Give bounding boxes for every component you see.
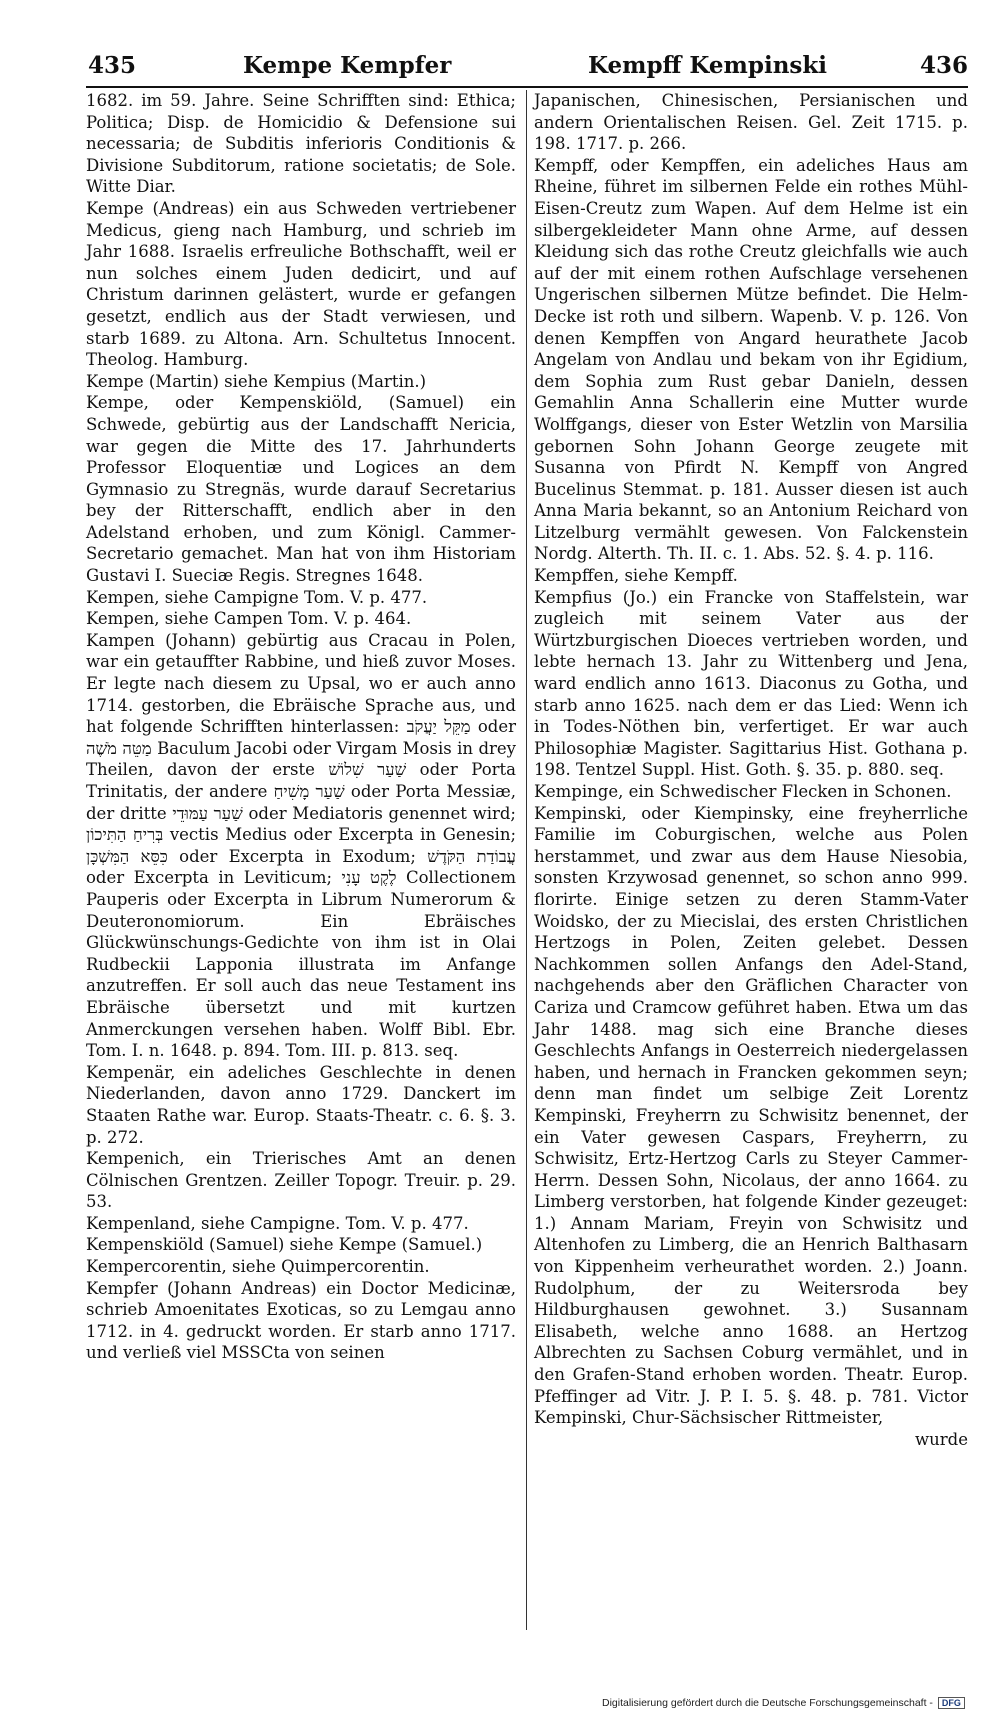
entry-kempinski: Kempinski, oder Kiempinsky, eine freyherrliche Familie im Coburgischen, welche aus Polen herstammet, und zwar aus dem Hause Niesobia, sonsten Krzywosad genennet, so schon anno 999. florirte. Einige setzen zu deren Stamm-Vater Woidsko, der zu Miecislai, des ersten Christlichen Hertzogs in Polen, Zeiten gelebet. Dessen Nachkommen sollen Anfangs den Adel-Stand, nachgehends aber den Gräflichen Character von Cariza und Cramcow geführet haben. Etwa um das Jahr 1488. mag sich eine Branche dieses Geschlechts Anfangs in Oesterreich niedergelassen haben, und hernach in Francken gekommen seyn; denn man findet um selbige Zeit Lorentz Kempinski, Freyherrn zu Schwisitz benennet, der ein Vater gewesen Caspars, Freyherrn, zu Schwisitz, Ertz-Hertzog Carls zu Steyer Cammer-Herrn. Dessen Sohn, Nicolaus, der anno 1664. zu Limberg verstorben, hat folgende Kinder gezeuget: 1.) Annam Mariam, Freyin von Schwisitz und Altenhofen zu Limberg, die an Henrich Balthasarn von Kippenheim verheurathet worden. 2.) Joann. Rudolphum, der zu Weitersroda bey Hildburghausen gewohnet. 3.) Susannam Elisabeth, welche anno 1688. an Hertzog Albrechten zu Sachsen Coburg vermählet, und in den Grafen-Stand erhoben worden. Theatr. Europ. Pfeffinger ad Vitr. J. P. I. 5. §. 48. p. 781. Victor Kempinski, Chur-Sächsischer Rittmeister, [534,803,968,1428]
entry-kempe-samuel: Kempe, oder Kempenskiöld, (Samuel) ein Schwede, gebürtig aus der Landschafft Nericia, war gegen die Mitte des 17. Jahrhunderts Professor Eloquentiæ und Logices an dem Gymnasio zu Stregnäs, wurde darauf Secretarius bey der Ritterschafft, endlich aber in den Adelstand erhoben, und zum Königl. Cammer-Secretario gemachet. Man hat von ihm Historiam Gustavi I. Sueciæ Regis. Stregnes 1648. [86,393,516,586]
running-header [88,52,968,82]
dfg-logo: DFG [938,1697,965,1709]
credit-text: Digitalisierung gefördert durch die Deutsche Forschungsgemeinschaft - [602,1697,933,1709]
entry-kempenaer: Kempenär, ein adeliches Geschlechte in denen Niederlanden, davon anno 1729. Danckert im Staaten Rathe war. Europ. Staats-Theatr. c. 6. §. 3. p. 272. [86,1062,516,1147]
entry-kempenland: Kempenland, siehe Campigne. Tom. V. p. 477. [86,1213,469,1233]
left-column [86,90,516,1364]
entry-kempfer: Kempfer (Johann Andreas) ein Doctor Medicinæ, schrieb Amoenitates Exoticas, so zu Lemgau anno 1712. in 4. gedruckt worden. Er starb anno 1717. und verließ viel MSSCta von seinen [86,1278,516,1363]
entry-kempfius: Kempfius (Jo.) ein Francke von Staffelstein, war zugleich mit seinem Vater aus der Würtzburgischen Dioeces vertrieben worden, und lebte hernach 13. Jahr zu Wittenberg und Jena, ward endlich anno 1613. Diaconus zu Gotha, und starb anno 1625. nach dem er das Lied: Wenn ich in Todes-Nöthen bin, verfertiget. Er war auch Philosophiæ Magister. Sagittarius Hist. Gothana p. 198. Tentzel Suppl. Hist. Goth. §. 35. p. 880. seq. [534,587,968,780]
entry-kempenich: Kempenich, ein Trierisches Amt an denen Cölnischen Grentzen. Zeiller Topogr. Treuir. p. 29. 53. [86,1149,516,1212]
column-divider [526,90,527,1630]
head-word-right: Kempff Kempinski [588,52,828,79]
page-number-left: 435 [88,52,137,79]
page-number-right: 436 [919,52,968,79]
entry-kempen-campigne: Kempen, siehe Campigne Tom. V. p. 477. [86,587,428,607]
header-rule [86,86,968,88]
head-word-left: Kempe Kempfer [243,52,452,79]
entry-kempe-martin: Kempe (Martin) siehe Kempius (Martin.) [86,371,427,391]
entry-kempenskioeld: Kempenskiöld (Samuel) siehe Kempe (Samuel.) [86,1235,483,1255]
entry-kempff: Kempff, oder Kempffen, ein adeliches Haus am Rheine, führet im silbernen Felde ein rothes Mühl-Eisen-Creutz zum Wapen. Auf dem Helme ist ein silbergekleideter Mann ohne Arme, auf dessen Kleidung sich das rothe Creutz gleichfalls wie auch auf der mit einem rothen Aufschlage versehenen Ungerischen silbernen Mütze befindet. Die Helm-Decke ist roth und silbern. Wapenb. V. p. 126. Von denen Kempffen von Angard heurathete Jacob Angelam von Andlau und bekam von ihr Egidium, dem Sophia zum Rust gebar Danieln, dessen Gemahlin Anna Schallerin eine Mutter wurde Wolffgangs, dieser von Ester Wetzlin von Marsilia gebornen Sohn Johann George zeugete mit Susanna von Pfirdt N. Kempff von Angred Bucelinus Stemmat. p. 181. Ausser diesen ist auch Anna Maria bekannt, so an Antonium Reichard von Litzelburg vermählt gewesen. Von Falckenstein Nordg. Alterth. Th. II. c. 1. Abs. 52. §. 4. p. 116. [534,155,968,564]
digitization-credit [602,1697,965,1709]
entry-kampen-johann: Kampen (Johann) gebürtig aus Cracau in Polen, war ein getauffter Rabbine, und hieß zuvor Moses. Er legte nach diesem zu Upsal, wo er auch anno 1714. gestorben, die Ebräische Sprache aus, und hat folgende Schrifften hinterlassen: מַקֵּל יַעֲקֹב oder מַטֵּה מֹשֶׁה Baculum Jacobi oder Virgam Mosis in drey Theilen, davon der erste שַׁעַר שִׁלוֹשׁ oder Porta Trinitatis, der andere שַׁעַר מָשִׁיחַ oder Porta Messiæ, der dritte שַׁעַר עַמּוּדֵי oder Mediatoris genennet wird; בְּרִיחַ הַתִּיכוֹן vectis Medius oder Excerpta in Genesin; כִּסֵּא הַמִּשְׁכָּן oder Excerpta in Exodum; עֲבוֹדַת הַקֹּדֶשׁ oder Excerpta in Leviticum; לֶקֶט עָנִי Collectionem Pauperis oder Excerpta in Librum Numerorum & Deuteronomiorum. Ein Ebräisches Glückwünschungs-Gedichte von ihm ist in Olai Rudbeckii Lapponia illustrata im Anfange anzutreffen. Er soll auch das neue Testament ins Ebräische übersetzt und mit kurtzen Anmerckungen versehen haben. Wolff Bibl. Ebr. Tom. I. n. 1648. p. 894. Tom. III. p. 813. seq. [86,630,517,1061]
right-column [534,90,968,1450]
entry-kempe-continuation: 1682. im 59. Jahre. Seine Schrifften sind: Ethica; Politica; Disp. de Homicidio & Defensione sui necessaria; de Subditis inferioris Conditionis & Divisione Subditorum, ratione societatis; de Sole. Witte Diar. [86,91,516,197]
entry-kempen-campen: Kempen, siehe Campen Tom. V. p. 464. [86,609,412,629]
entry-kempercorentin: Kempercorentin, siehe Quimpercorentin. [86,1257,430,1277]
entry-kempe-andreas: Kempe (Andreas) ein aus Schweden vertriebener Medicus, gieng nach Hamburg, und schrieb im Jahr 1688. Israelis erfreuliche Bothschafft, weil er nun solches einem Juden dedicirt, und auf Christum darinnen gelästert, wurde er gefangen gesetzt, endlich aus der Stadt verwiesen, und starb 1689. zu Altona. Arn. Schultetus Innocent. Theolog. Hamburg. [86,198,516,370]
entry-kempfer-continuation: Japanischen, Chinesischen, Persianischen und andern Orientalischen Reisen. Gel. Zeit 1715. p. 198. 1717. p. 266. [534,91,968,154]
entry-kempinge: Kempinge, ein Schwedischer Flecken in Schonen. [534,782,952,801]
entry-kempffen: Kempffen, siehe Kempff. [534,566,738,586]
catchword: wurde [915,1429,968,1449]
